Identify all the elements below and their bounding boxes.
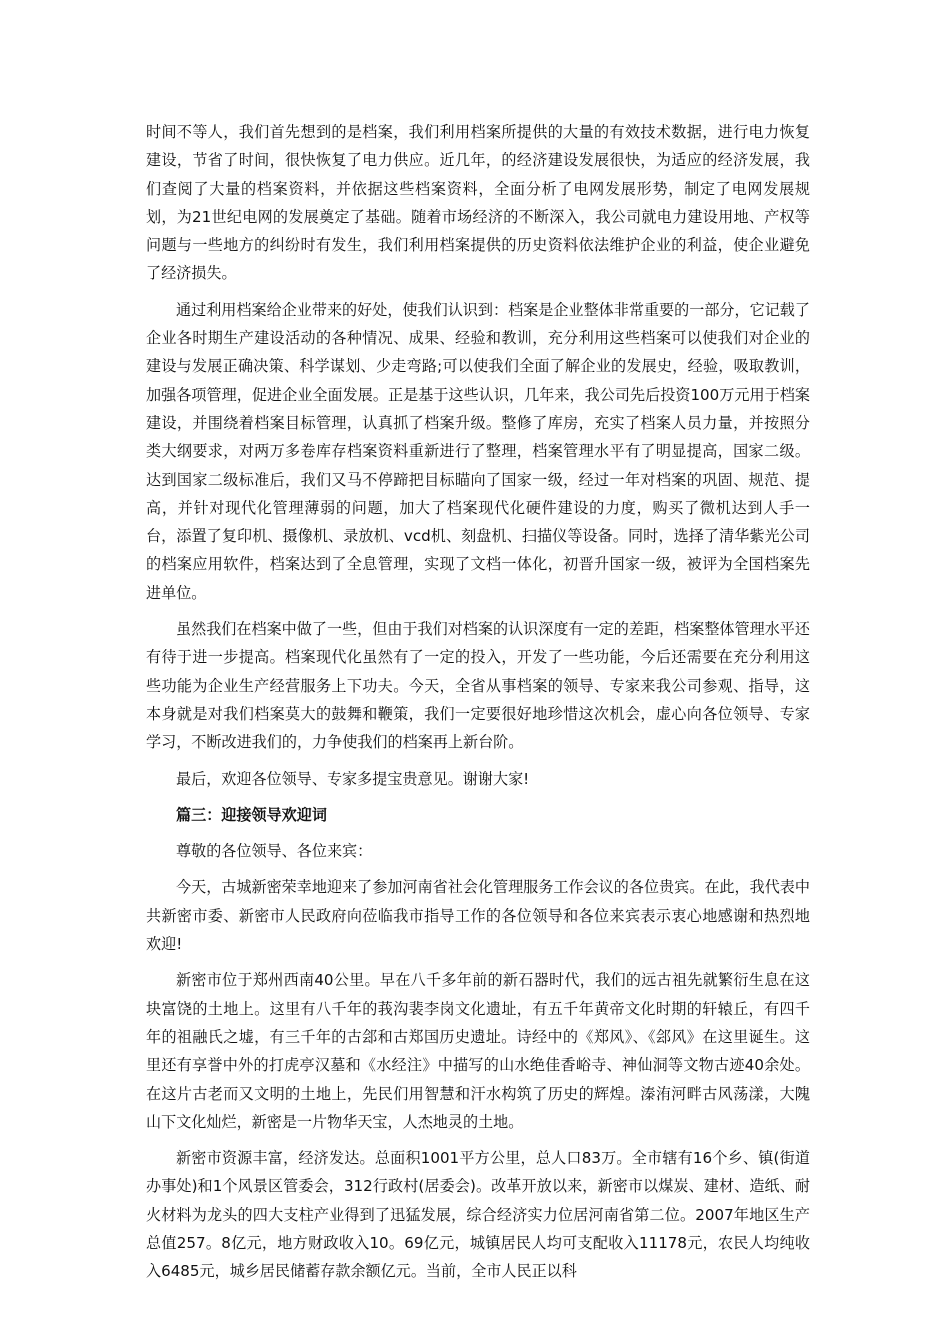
document-page	[146, 118, 810, 1294]
section-heading: 篇三：迎接领导欢迎词	[176, 805, 327, 824]
paragraph-archive-benefits: 通过利用档案给企业带来的好处，使我们认识到：档案是企业整体非常重要的一部分，它记载了企业各时期生产建设活动的各种情况、成果、经验和教训，充分利用这些档案可以使我们对企业的建设与发展正确决策、科学谋划、少走弯路;可以使我们全面了解企业的发展史，经验，吸取教训，加强各项管理，促进企业全面发展。正是基于这些认识，几年来，我公司先后投资100万元用于档案建设，并围绕着档案目标管理，认真抓了档案升级。整修了库房，充实了档案人员力量，并按照分类大纲要求，对两万多卷库存档案资料重新进行了整理，档案管理水平有了明显提高，国家二级。达到国家二级标准后，我们又马不停蹄把目标瞄向了国家一级，经过一年对档案的巩固、规范、提高，并针对现代化管理薄弱的问题，加大了档案现代化硬件建设的力度，购买了微机达到人手一台，添置了复印机、摄像机、录放机、vcd机、刻盘机、扫描仪等设备。同时，选择了清华紫光公司的档案应用软件，档案达到了全息管理，实现了文档一体化，初晋升国家一级，被评为全国档案先进单位。	[146, 300, 810, 602]
salutation: 尊敬的各位领导、各位来宾：	[176, 842, 373, 861]
paragraph-city-history: 新密市位于郑州西南40公里。早在八千多年前的新石器时代，我们的远古祖先就繁衍生息在这块富饶的土地上。这里有八千年的莪沟裴李岗文化遗址，有五千年黄帝文化时期的轩辕丘，有四千年的祖融氏之墟，有三千年的古郐和古郑国历史遗址。诗经中的《郑风》、《郐风》在这里诞生。这里还有享誉中外的打虎亭汉墓和《水经注》中描写的山水绝佳香峪寺、神仙洞等文物古迹40余处。在这片古老而又文明的土地上，先民们用智慧和汗水构筑了历史的辉煌。溱洧河畔古风荡漾，大隗山下文化灿烂，新密是一片物华天宝，人杰地灵的土地。	[146, 971, 810, 1131]
paragraph-electric-recovery: 时间不等人，我们首先想到的是档案，我们利用档案所提供的大量的有效技术数据，进行电力恢复建设，节省了时间，很快恢复了电力供应。近几年，的经济建设发展很快，为适应的经济发展，我们查阅了大量的档案资料，并依据这些档案资料，全面分析了电网发展形势，制定了电网发展规划，为21世纪电网的发展奠定了基础。随着市场经济的不断深入，我公司就电力建设用地、产权等问题与一些地方的纠纷时有发生，我们利用档案提供的历史资料依法维护企业的利益，使企业避免了经济损失。	[146, 123, 810, 283]
paragraph-closing-thanks: 最后，欢迎各位领导、专家多提宝贵意见。谢谢大家!	[176, 769, 530, 788]
paragraph-city-economy: 新密市资源丰富，经济发达。总面积1001平方公里，总人口83万。全市辖有16个乡、镇(街道办事处)和1个风景区管委会，312行政村(居委会)。改革开放以来，新密市以煤炭、建材、造纸、耐火材料为龙头的四大支柱产业得到了迅猛发展，综合经济实力位居河南省第二位。2007年地区生产总值257。8亿元，地方财政收入10。69亿元，城镇居民人均可支配收入11178元，农民人均纯收入6485元，城乡居民储蓄存款余额亿元。当前，全市人民正以科	[146, 1149, 810, 1281]
paragraph-welcome: 今天，古城新密荣幸地迎来了参加河南省社会化管理服务工作会议的各位贵宾。在此，我代表中共新密市委、新密市人民政府向莅临我市指导工作的各位领导和各位来宾表示衷心地感谢和热烈地欢迎!	[146, 878, 810, 954]
paragraph-improvement: 虽然我们在档案中做了一些，但由于我们对档案的认识深度有一定的差距，档案整体管理水平还有待于进一步提高。档案现代化虽然有了一定的投入，开发了一些功能，今后还需要在充分利用这些功能为企业生产经营服务上下功夫。今天，全省从事档案的领导、专家来我公司参观、指导，这本身就是对我们档案莫大的鼓舞和鞭策，我们一定要很好地珍惜这次机会，虚心向各位领导、专家学习，不断改进我们的，力争使我们的档案再上新台阶。	[146, 620, 810, 752]
